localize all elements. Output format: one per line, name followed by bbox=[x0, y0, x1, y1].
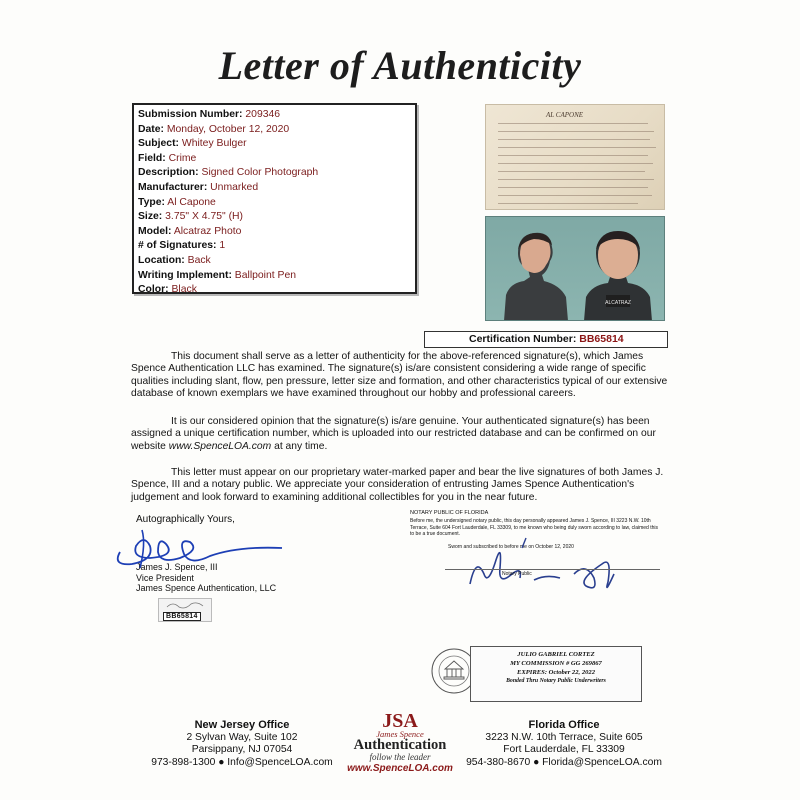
mini-cert-number: BB65814 bbox=[163, 612, 201, 621]
logo-james-spence: James Spence bbox=[376, 729, 424, 739]
signer-role: Vice President bbox=[136, 572, 194, 583]
office-contact: 954-380-8670 ● Florida@SpenceLOA.com bbox=[466, 756, 662, 768]
office-address-1: 3223 N.W. 10th Terrace, Suite 605 bbox=[485, 731, 643, 743]
detail-label: Location: bbox=[138, 254, 185, 266]
florida-office bbox=[464, 719, 664, 769]
notary-signature bbox=[462, 534, 630, 596]
detail-label: Description: bbox=[138, 167, 199, 179]
detail-row bbox=[138, 210, 411, 225]
office-name: Florida Office bbox=[528, 719, 600, 731]
new-jersey-office bbox=[142, 719, 342, 769]
stamp-expires: EXPIRES: October 22, 2022 bbox=[516, 669, 596, 676]
signer-company: James Spence Authentication, LLC bbox=[136, 583, 277, 593]
jsa-logo bbox=[330, 712, 470, 784]
detail-row bbox=[138, 123, 411, 138]
office-address-1: 2 Sylvan Way, Suite 102 bbox=[186, 731, 298, 743]
detail-value: Signed Color Photograph bbox=[201, 167, 319, 179]
logo-website[interactable]: www.SpenceLOA.com bbox=[347, 763, 453, 774]
detail-label: # of Signatures: bbox=[138, 240, 217, 252]
detail-value: Alcatraz Photo bbox=[173, 225, 242, 237]
mini-signature bbox=[165, 601, 205, 610]
stamp-bonded: Bonded Thru Notary Public Underwriters bbox=[506, 678, 606, 684]
detail-label: Field: bbox=[138, 152, 166, 164]
detail-row bbox=[138, 196, 411, 211]
details-box bbox=[132, 103, 417, 294]
notary-public-label: Notary Public bbox=[502, 571, 532, 577]
notary-body: Before me, the undersigned notary public, this day personally appeared James J. Spence, III 3223 N.W. 10th Terrace, Suite 604 Fort Lauderdale, FL 33309, to me known who being duly sworn according to law, claimed this to be a true document. bbox=[410, 518, 659, 537]
certification-label: Certification Number: bbox=[469, 333, 577, 345]
paragraph-examination: This document shall serve as a letter of authenticity for the above-referenced signature(s), which James Spence Authentication LLC has examined. The signature(s) is/are consistent considering a wide range of specific qualities including slant, flow, pen pressure, letter size and formation, and other characteristics typical of our extensive database of known exemplars we have examined throughout our hobby and professional careers. bbox=[131, 351, 668, 400]
office-address-2: Fort Lauderdale, FL 33309 bbox=[503, 744, 625, 755]
detail-row bbox=[138, 137, 411, 152]
detail-row bbox=[138, 239, 411, 254]
detail-value: 3.75" X 4.75" (H) bbox=[165, 211, 243, 223]
logo-authentication: Authentication bbox=[353, 737, 447, 753]
front-mugshot bbox=[582, 225, 654, 321]
detail-value: Black bbox=[171, 284, 197, 296]
detail-value: Al Capone bbox=[167, 196, 216, 208]
signer-name: James J. Spence, III bbox=[136, 562, 218, 572]
detail-value: Crime bbox=[168, 152, 197, 164]
detail-label: Color: bbox=[138, 284, 169, 296]
detail-row bbox=[138, 181, 411, 196]
detail-row bbox=[138, 166, 411, 181]
mug-plate-text: ALCATRAZ bbox=[605, 300, 631, 306]
detail-row bbox=[138, 283, 411, 298]
detail-row bbox=[138, 108, 411, 123]
paragraph-opinion-text: It is our considered opinion that the signature(s) is/are genuine. Your authenticated signature(s) has been assigned a unique certification number, which is uploaded into our restricted database and can be confirmed on our website bbox=[131, 416, 656, 452]
detail-label: Type: bbox=[138, 196, 165, 208]
detail-label: Subject: bbox=[138, 138, 179, 150]
notary-sworn: Sworn and subscribed to before me on October 12, 2020 bbox=[448, 544, 574, 551]
detail-value: Whitey Bulger bbox=[181, 138, 247, 150]
notary-heading: NOTARY PUBLIC OF FLORIDA bbox=[410, 510, 489, 516]
detail-value: 209346 bbox=[245, 109, 281, 120]
detail-label: Date: bbox=[138, 123, 164, 135]
detail-label: Writing Implement: bbox=[138, 269, 232, 281]
certification-number-box bbox=[424, 331, 668, 348]
detail-value: Monday, October 12, 2020 bbox=[166, 123, 290, 135]
detail-row bbox=[138, 225, 411, 240]
detail-value: 1 bbox=[219, 240, 226, 252]
detail-value: Unmarked bbox=[210, 181, 259, 193]
profile-mugshot bbox=[500, 225, 572, 321]
closing-text: Autographically Yours, bbox=[136, 514, 235, 525]
website-link[interactable]: www.SpenceLOA.com bbox=[168, 440, 272, 452]
mini-cert-card bbox=[158, 598, 212, 622]
detail-row bbox=[138, 254, 411, 269]
letter-heading: AL CAPONE bbox=[546, 111, 584, 119]
office-address-2: Parsippany, NJ 07054 bbox=[191, 744, 293, 755]
logo-tagline: follow the leader bbox=[369, 752, 431, 762]
detail-label: Submission Number: bbox=[138, 109, 243, 120]
spence-signature bbox=[106, 524, 286, 572]
detail-label: Manufacturer: bbox=[138, 181, 208, 193]
paragraph-opinion-tail: at any time. bbox=[271, 440, 328, 452]
paragraph-opinion bbox=[131, 416, 671, 453]
notary-signature-line bbox=[445, 569, 660, 570]
stamp-commission: MY COMMISSION # GG 269867 bbox=[510, 660, 602, 667]
stamp-name: JULIO GABRIEL CORTEZ bbox=[517, 651, 595, 658]
detail-value: Ballpoint Pen bbox=[234, 269, 297, 281]
detail-label: Size: bbox=[138, 211, 163, 223]
mugshot-photo bbox=[485, 216, 665, 321]
detail-row bbox=[138, 152, 411, 167]
detail-label: Model: bbox=[138, 225, 172, 237]
office-contact: 973-898-1300 ● Info@SpenceLOA.com bbox=[151, 756, 333, 768]
detail-row bbox=[138, 269, 411, 284]
logo-jsa: JSA bbox=[382, 710, 418, 732]
paragraph-requirements: This letter must appear on our proprietary water-marked paper and bear the live signatures of both James J. Spence, III and a notary public. We appreciate your consideration of entrusting James Spence Authentication's judgement and look forward to examining additional collectibles for you in the near future. bbox=[131, 467, 664, 503]
notary-stamp bbox=[470, 646, 642, 702]
page-title: Letter of Authenticity bbox=[218, 43, 582, 88]
certification-value: BB65814 bbox=[579, 333, 624, 345]
office-name: New Jersey Office bbox=[194, 719, 290, 731]
detail-value: Back bbox=[187, 254, 211, 266]
handwritten-letter-photo bbox=[485, 104, 665, 210]
